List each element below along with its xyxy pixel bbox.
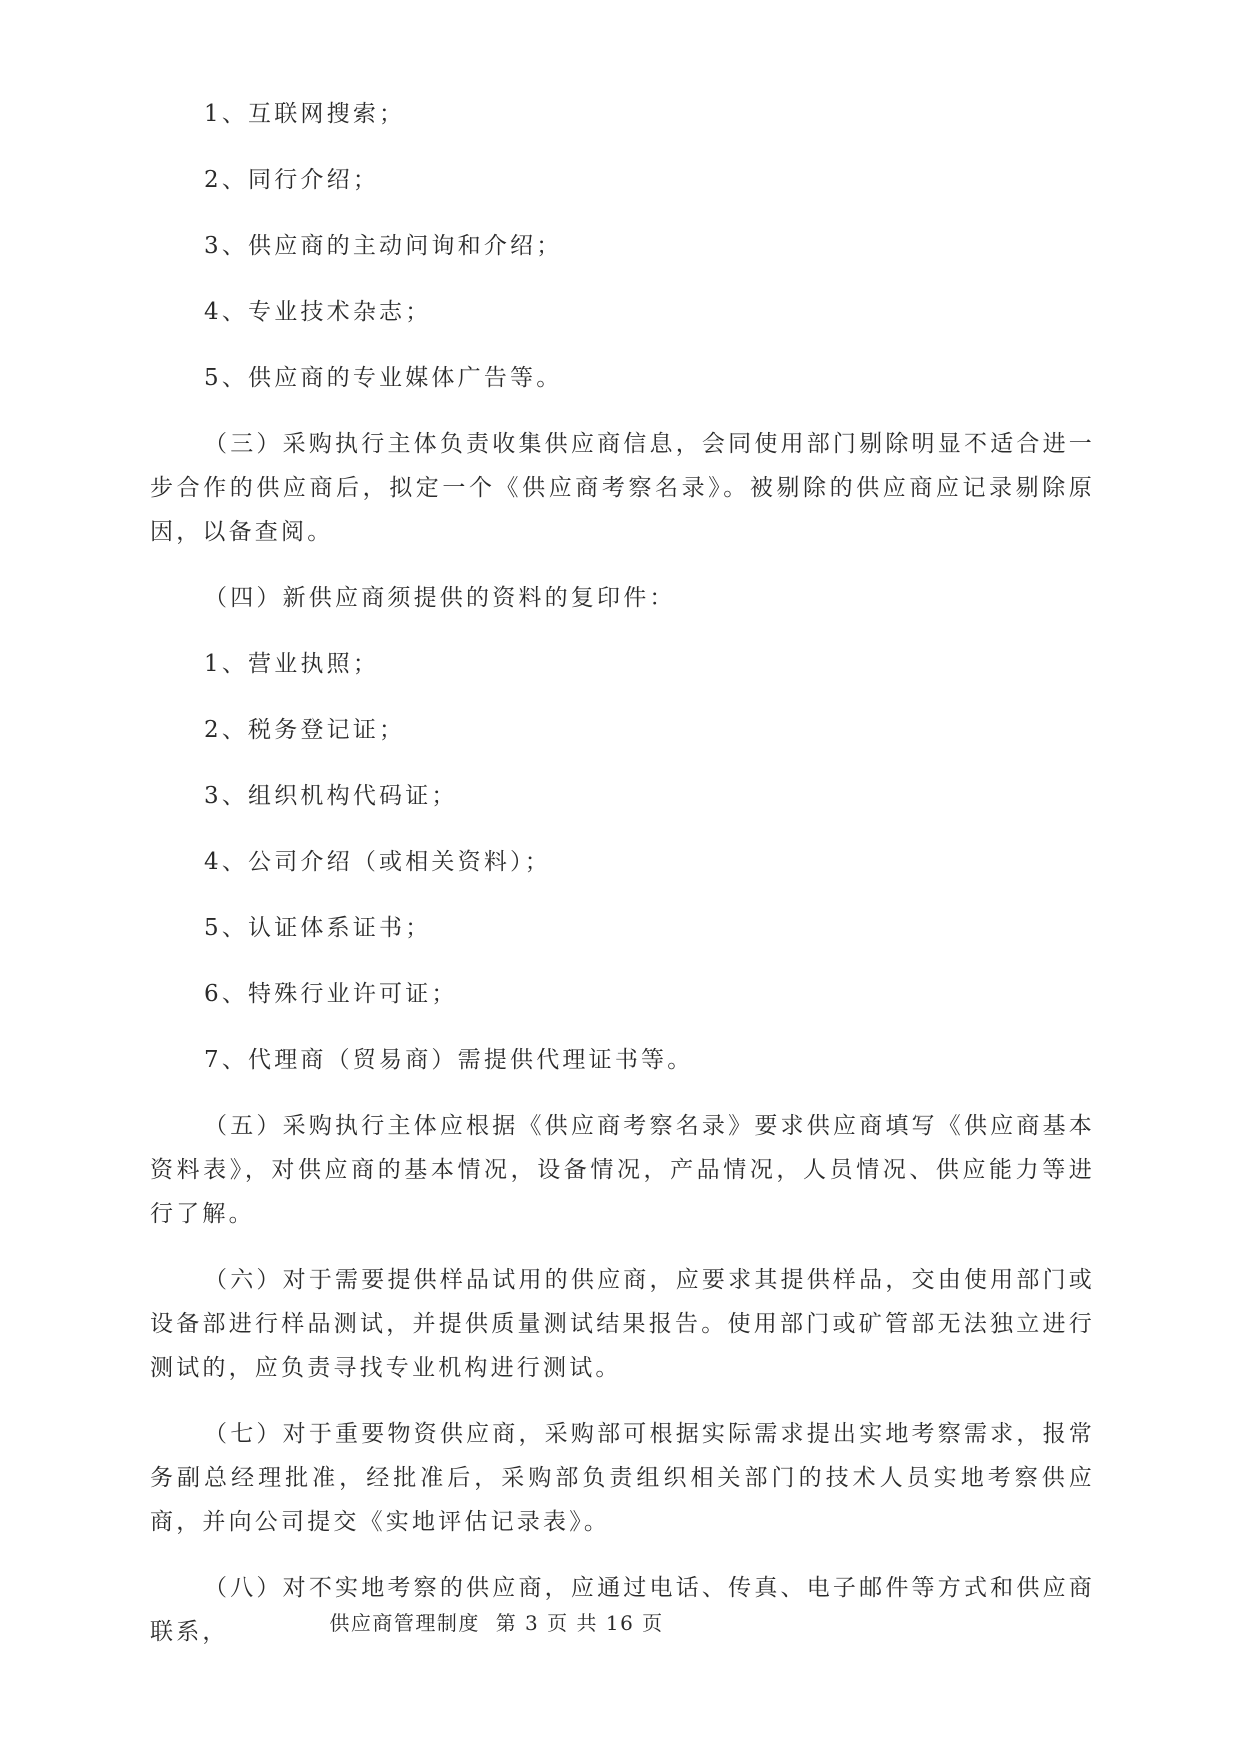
list-item-supplier-inquiry: 3、供应商的主动问询和介绍； [204,233,563,259]
list-item-media-ads: 5、供应商的专业媒体广告等。 [204,365,563,391]
list-item-company-intro: 4、公司介绍（或相关资料）； [204,849,551,875]
document-body [150,92,1095,1676]
footer-total-pages: 16 [605,1611,635,1635]
list-item-agent-certificate: 7、代理商（贸易商）需提供代理证书等。 [204,1047,694,1073]
page-footer [0,1607,1241,1636]
list-item-certification: 5、认证体系证书； [204,915,432,941]
section-six-paragraph: （六）对于需要提供样品试用的供应商，应要求其提供样品，交由使用部门或设备部进行样品测试，并提供质量测试结果报告。使用部门或矿管部无法独立进行测试的，应负责寻找专业机构进行测试。 [150,1267,1095,1381]
footer-page-info [496,1607,664,1636]
footer-page-suffix: 页 [642,1611,664,1635]
list-item-special-permit: 6、特殊行业许可证； [204,981,458,1007]
footer-doc-title: 供应商管理制度 [329,1611,480,1635]
footer-page-prefix: 第 [495,1611,518,1635]
list-item-tax-registration: 2、税务登记证； [204,717,406,743]
footer-page-mid: 页 共 [547,1611,598,1635]
list-item-business-license: 1、营业执照； [204,651,380,677]
footer-page-number: 3 [525,1611,540,1635]
section-eight-paragraph: （八）对不实地考察的供应商，应通过电话、传真、电子邮件等方式和供应商联系， [150,1575,1095,1645]
section-three-paragraph: （三）采购执行主体负责收集供应商信息，会同使用部门剔除明显不适合进一步合作的供应商后，拟定一个《供应商考察名录》。被剔除的供应商应记录剔除原因，以备查阅。 [150,431,1095,545]
section-five-paragraph: （五）采购执行主体应根据《供应商考察名录》要求供应商填写《供应商基本资料表》，对供应商的基本情况，设备情况，产品情况，人员情况、供应能力等进行了解。 [150,1113,1095,1227]
list-item-org-code: 3、组织机构代码证； [204,783,458,809]
list-item-peer-referral: 2、同行介绍； [204,167,380,193]
section-four-heading: （四）新供应商须提供的资料的复印件： [204,585,676,611]
section-seven-paragraph: （七）对于重要物资供应商，采购部可根据实际需求提出实地考察需求，报常务副总经理批准，经批准后，采购部负责组织相关部门的技术人员实地考察供应商，并向公司提交《实地评估记录表》。 [150,1421,1095,1535]
list-item-tech-magazine: 4、专业技术杂志； [204,299,432,325]
list-item-internet-search: 1、互联网搜索； [204,101,406,127]
